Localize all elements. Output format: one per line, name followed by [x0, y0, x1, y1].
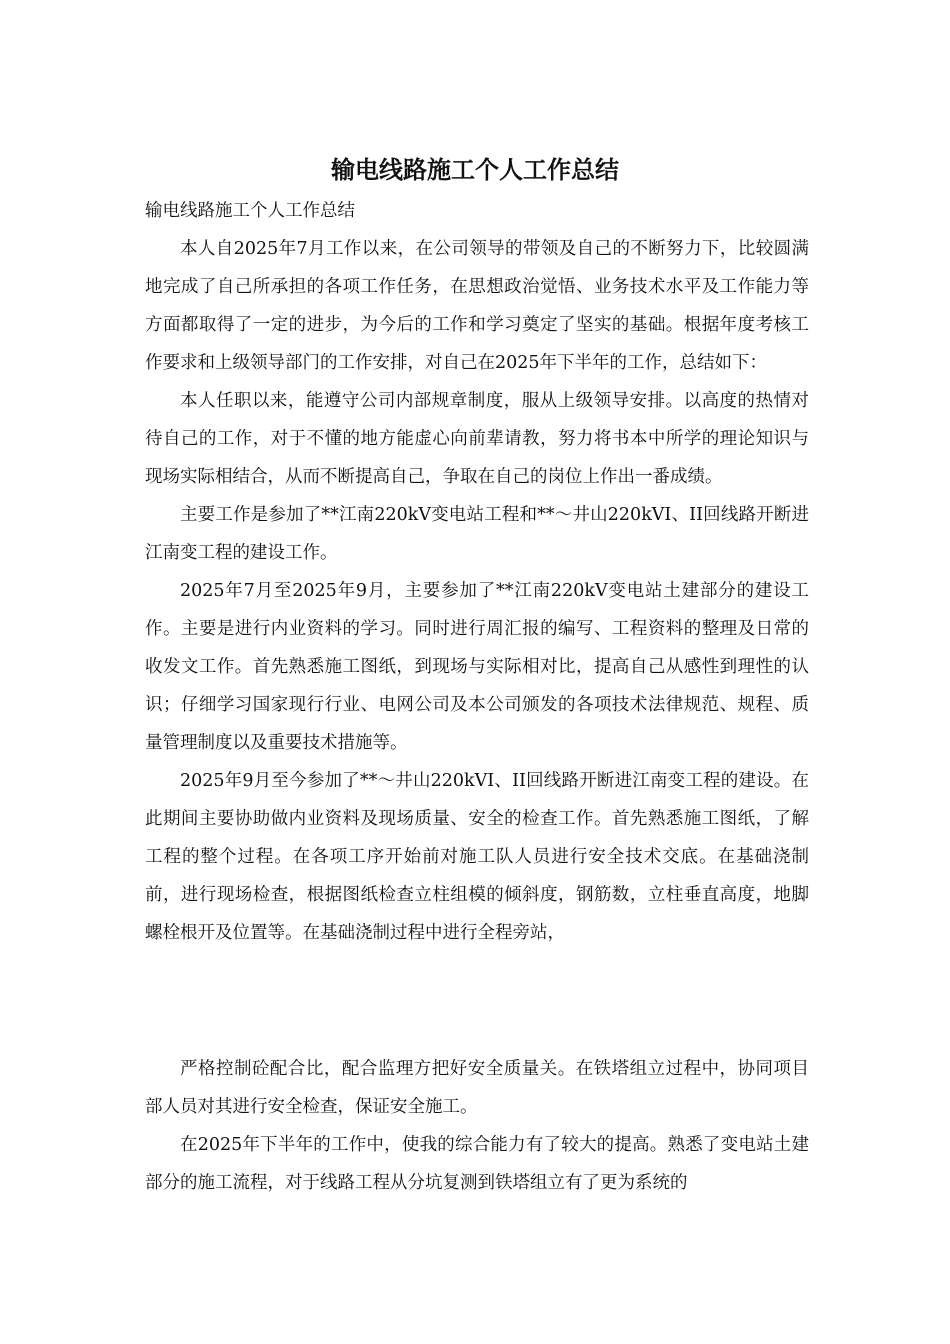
paragraph: 主要工作是参加了**江南220kV变电站工程和**～井山220kVI、II回线路开断进江南变工程的建设工作。: [145, 505, 809, 563]
paragraph: 2025年7月至2025年9月，主要参加了**江南220kV变电站土建部分的建设工作。主要是进行内业资料的学习。同时进行周汇报的编写、工程资料的整理及日常的收发文工作。首先熟悉施工图纸，到现场与实际相对比，提高自己从感性到理性的认识；仔细学习国家现行行业、电网公司及本公司颁发的各项技术法律规范、规程、质量管理制度以及重要技术措施等。: [145, 581, 809, 753]
paragraph: 本人任职以来，能遵守公司内部规章制度，服从上级领导安排。以高度的热情对待自己的工作，对于不懂的地方能虚心向前辈请教，努力将书本中所学的理论知识与现场实际相结合，从而不断提高自己，争取在自己的岗位上作出一番成绩。: [145, 391, 809, 487]
document-subtitle: 输电线路施工个人工作总结: [145, 201, 355, 221]
paragraph: 严格控制砼配合比，配合监理方把好安全质量关。在铁塔组立过程中，协同项目部人员对其进行安全检查，保证安全施工。: [145, 1059, 809, 1117]
body-section-2: [145, 1050, 809, 1202]
body-section-1: [145, 230, 809, 952]
paragraph: 在2025年下半年的工作中，使我的综合能力有了较大的提高。熟悉了变电站土建部分的施工流程，对于线路工程从分坑复测到铁塔组立有了更为系统的: [145, 1135, 809, 1193]
paragraph: 2025年9月至今参加了**～井山220kVI、II回线路开断进江南变工程的建设。在此期间主要协助做内业资料及现场质量、安全的检查工作。首先熟悉施工图纸，了解工程的整个过程。在各项工序开始前对施工队人员进行安全技术交底。在基础浇制前，进行现场检查，根据图纸检查立柱组模的倾斜度，钢筋数，立柱垂直高度，地脚螺栓根开及位置等。在基础浇制过程中进行全程旁站，: [145, 771, 809, 943]
document-title: 输电线路施工个人工作总结: [331, 155, 619, 184]
paragraph: 本人自2025年7月工作以来，在公司领导的带领及自己的不断努力下，比较圆满地完成了自己所承担的各项工作任务，在思想政治觉悟、业务技术水平及工作能力等方面都取得了一定的进步，为今后的工作和学习奠定了坚实的基础。根据年度考核工作要求和上级领导部门的工作安排，对自己在2025年下半年的工作，总结如下：: [145, 239, 809, 373]
